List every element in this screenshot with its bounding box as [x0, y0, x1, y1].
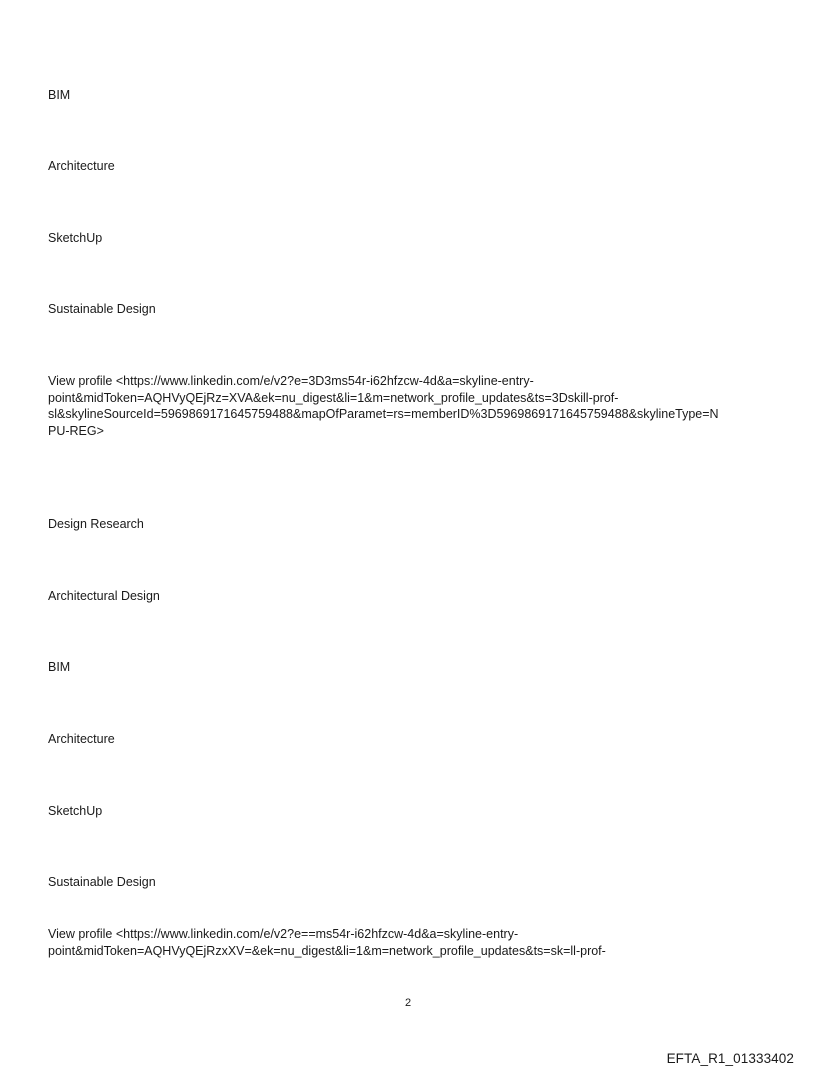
- skill-item: Architecture: [48, 732, 115, 746]
- skill-item: Architecture: [48, 159, 115, 173]
- skill-item: Sustainable Design: [48, 875, 156, 889]
- skill-item: Architectural Design: [48, 589, 160, 603]
- bates-number: EFTA_R1_01333402: [666, 1051, 794, 1066]
- view-profile-line: View profile <https://www.linkedin.com/e/v2?e=3D3ms54r-i62hfzcw-4d&a=skyline-entry-: [48, 374, 534, 388]
- skill-item: BIM: [48, 660, 71, 674]
- skill-item: SketchUp: [48, 804, 103, 818]
- page-number: 2: [404, 997, 412, 1009]
- view-profile-line: View profile <https://www.linkedin.com/e/v2?e==ms54r-i62hfzcw-4d&a=skyline-entry-: [48, 927, 519, 941]
- view-profile-line: point&midToken=AQHVyQEjRzxXV=&ek=nu_digest&li=1&m=network_profile_updates&ts=sk=ll-prof-: [48, 943, 606, 958]
- skill-item: Sustainable Design: [48, 302, 156, 316]
- skill-item: Design Research: [48, 517, 144, 531]
- view-profile-line: sl&skylineSourceId=5969869171645759488&mapOfParamet=rs=memberID%3D5969869171645759488&skylineType=N: [48, 407, 719, 421]
- view-profile-line: PU-REG>: [48, 423, 104, 438]
- view-profile-link-text: [48, 373, 783, 439]
- skill-item: SketchUp: [48, 231, 103, 245]
- view-profile-line: point&midToken=AQHVyQEjRz=XVA&ek=nu_digest&li=1&m=network_profile_updates&ts=3Dskill-prof-: [48, 390, 619, 405]
- skill-item: BIM: [48, 88, 71, 102]
- view-profile-link-text: [48, 926, 783, 959]
